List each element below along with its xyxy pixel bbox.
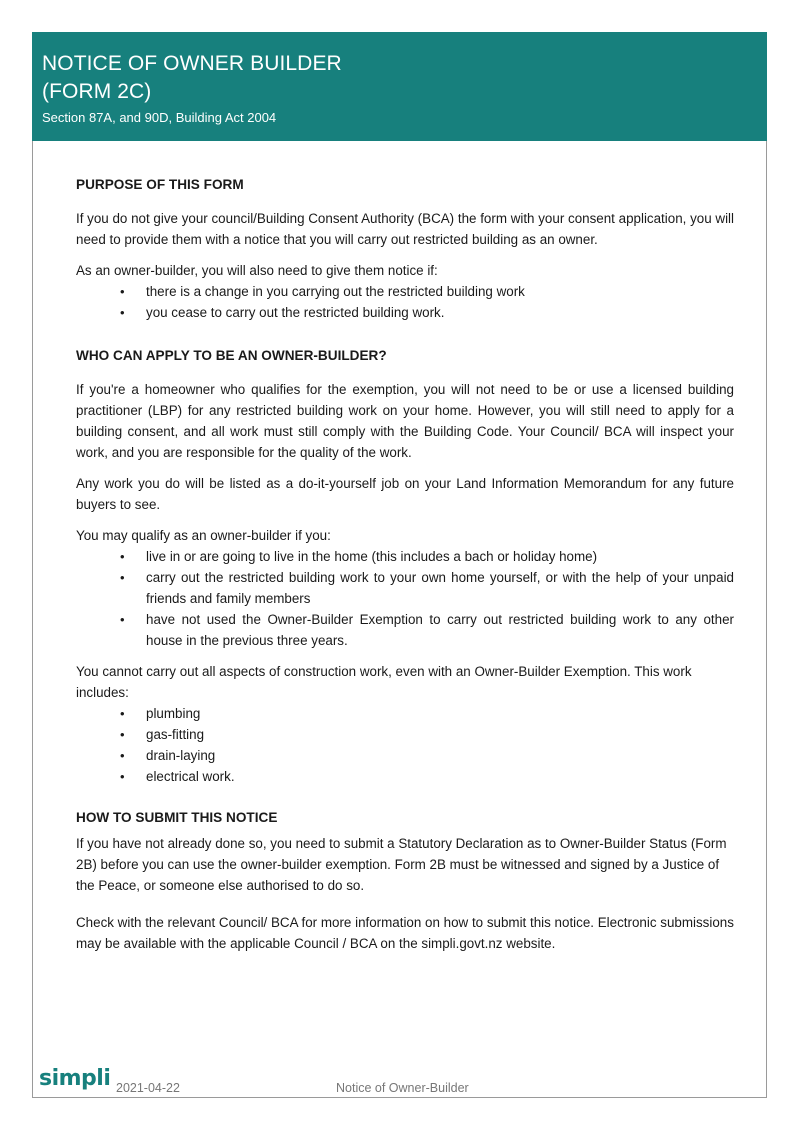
- who-paragraph-3: You may qualify as an owner-builder if you:: [76, 528, 331, 543]
- list-item-text: you cease to carry out the restricted building work.: [146, 305, 445, 320]
- list-item-text: gas-fitting: [146, 727, 205, 742]
- purpose-bullet-list: [76, 281, 734, 323]
- list-item: [76, 567, 734, 609]
- list-item-text: drain-laying: [146, 748, 216, 763]
- list-item: [76, 281, 734, 302]
- who-heading: WHO CAN APPLY TO BE AN OWNER-BUILDER?: [76, 348, 387, 363]
- purpose-heading: PURPOSE OF THIS FORM: [76, 177, 244, 192]
- submit-heading: HOW TO SUBMIT THIS NOTICE: [76, 810, 278, 825]
- bullet-icon: •: [120, 727, 125, 742]
- bullet-icon: •: [120, 570, 125, 585]
- list-item: [76, 546, 734, 567]
- form-title-line2: (FORM 2C): [42, 80, 152, 103]
- excluded-work-bullet-list: [76, 703, 734, 787]
- bullet-icon: •: [120, 305, 125, 320]
- who-paragraph-4: You cannot carry out all aspects of construction work, even with an Owner-Builder Exemption. This work includes:: [76, 664, 692, 700]
- list-item: [76, 745, 734, 766]
- footer-doc-title: Notice of Owner-Builder: [336, 1081, 469, 1095]
- list-item-text: electrical work.: [146, 769, 235, 784]
- simpli-logo: simpli: [39, 1066, 111, 1091]
- list-item: [76, 302, 734, 323]
- bullet-icon: •: [120, 612, 125, 627]
- list-item-text: carry out the restricted building work to your own home yourself, or with the help of your unpaid friends and family members: [146, 570, 734, 606]
- who-paragraph-2: Any work you do will be listed as a do-it-yourself job on your Land Information Memorandum for any future buyers to see.: [76, 476, 734, 512]
- list-item-text: have not used the Owner-Builder Exemption to carry out restricted building work to any other house in the previous three years.: [146, 612, 734, 648]
- bullet-icon: •: [120, 706, 125, 721]
- list-item: [76, 724, 734, 745]
- list-item-text: there is a change in you carrying out the restricted building work: [146, 284, 525, 299]
- purpose-paragraph-1: If you do not give your council/Building Consent Authority (BCA) the form with your consent application, you will need to provide them with a notice that you will carry out restricted building as an owner.: [76, 211, 734, 247]
- qualify-bullet-list: [76, 546, 734, 651]
- form-title-line1: NOTICE OF OWNER BUILDER: [42, 52, 342, 75]
- bullet-icon: •: [120, 284, 125, 299]
- list-item-text: live in or are going to live in the home (this includes a bach or holiday home): [146, 549, 598, 564]
- list-item-text: plumbing: [146, 706, 201, 721]
- bullet-icon: •: [120, 769, 125, 784]
- purpose-paragraph-2: As an owner-builder, you will also need to give them notice if:: [76, 263, 438, 278]
- list-item: [76, 766, 734, 787]
- header-band: [32, 32, 767, 141]
- list-item: [76, 609, 734, 651]
- bullet-icon: •: [120, 549, 125, 564]
- form-subtitle: Section 87A, and 90D, Building Act 2004: [42, 110, 277, 125]
- who-paragraph-1: If you're a homeowner who qualifies for the exemption, you will not need to be or use a licensed building practitioner (LBP) for any restricted building work on your home. However, you will still need to apply for a building consent, and all work must still comply with the Building Code. Your Council/ BCA will inspect your work, and you are responsible for the quality of the work.: [76, 382, 734, 460]
- list-item: [76, 703, 734, 724]
- document-body: [76, 176, 734, 954]
- submit-paragraph-1: If you have not already done so, you need to submit a Statutory Declaration as to Owner-Builder Status (Form 2B) before you can use the owner-builder exemption. Form 2B must be witnessed and signed by a Justice of the Peace, or someone else authorised to do so.: [76, 836, 727, 893]
- footer-date: 2021-04-22: [116, 1081, 180, 1095]
- submit-paragraph-2: Check with the relevant Council/ BCA for more information on how to submit this notice. Electronic submissions may be available with the applicable Council / BCA on the simpli.govt.nz website.: [76, 915, 734, 951]
- bullet-icon: •: [120, 748, 125, 763]
